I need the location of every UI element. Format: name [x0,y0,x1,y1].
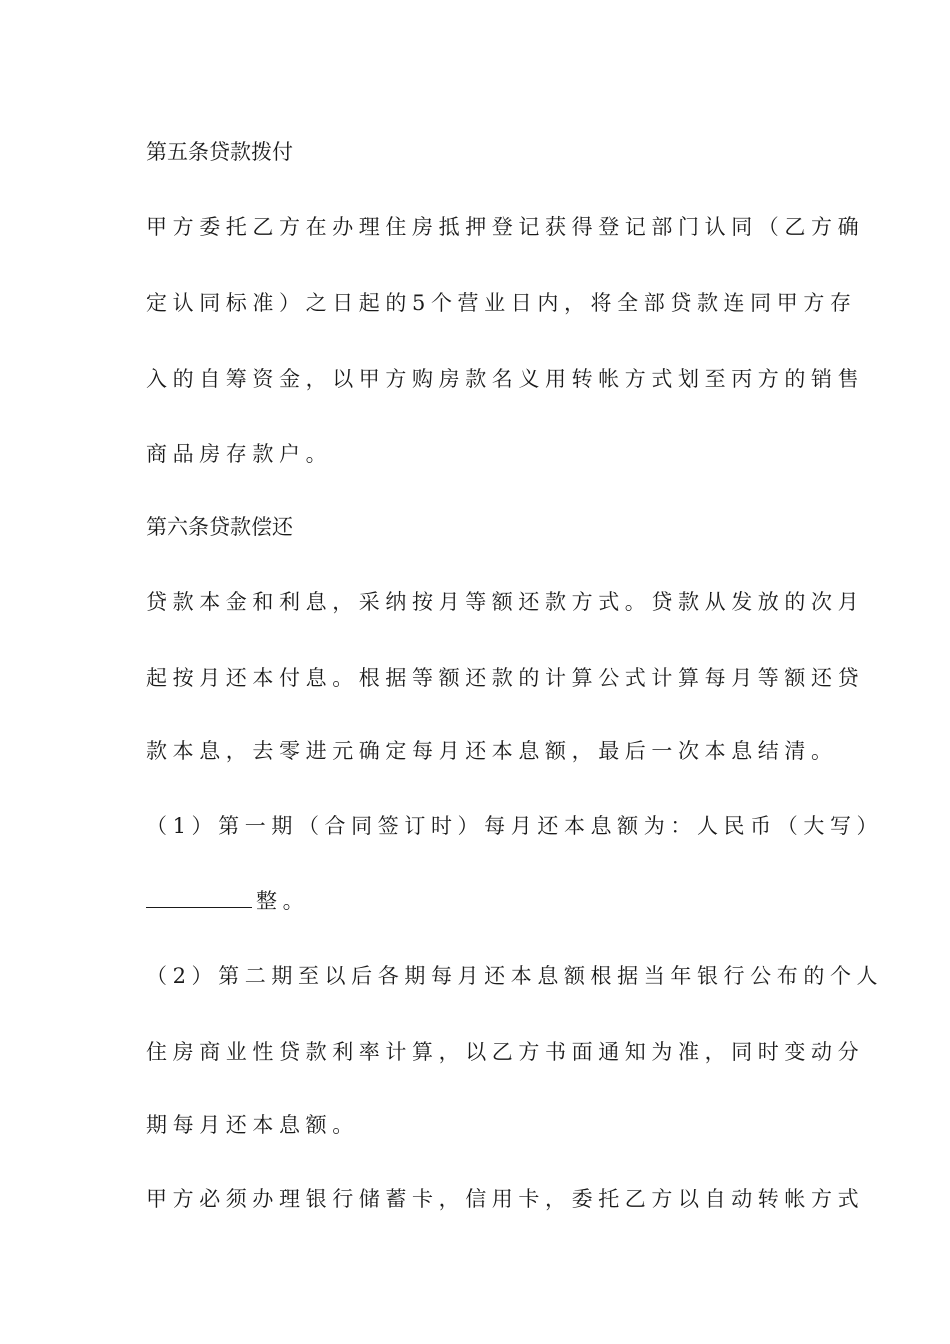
article-5-line-3: 入的自筹资金，以甲方购房款名义用转帐方式划至丙方的销售 [146,367,865,391]
item-1-suffix: 整。 [256,889,310,913]
article-5-line-4: 商品房存款户。 [146,442,333,466]
article-5-heading: 第五条贷款拨付 [146,140,293,164]
item-1-line-2 [146,885,816,916]
item-2-line-1: （2）第二期至以后各期每月还本息额根据当年银行公布的个人 [146,964,884,988]
article-6-heading: 第六条贷款偿还 [146,515,293,539]
final-paragraph-line-1: 甲方必须办理银行储蓄卡，信用卡，委托乙方以自动转帐方式 [146,1187,865,1211]
item-2-line-2: 住房商业性贷款利率计算，以乙方书面通知为准，同时变动分 [146,1040,865,1064]
article-5-line-1: 甲方委托乙方在办理住房抵押登记获得登记部门认同（乙方确 [146,215,865,239]
article-6-line-3: 款本息，去零进元确定每月还本息额，最后一次本息结清。 [146,739,838,763]
item-2-line-3: 期每月还本息额。 [146,1113,359,1137]
amount-blank-field [146,885,252,908]
article-6-line-2: 起按月还本付息。根据等额还款的计算公式计算每月等额还贷 [146,666,865,690]
article-5-line-2: 定认同标准）之日起的5个营业日内，将全部贷款连同甲方存 [146,291,857,315]
item-1-line-1: （1）第一期（合同签订时）每月还本息额为：人民币（大写） [146,814,884,838]
article-6-line-1: 贷款本金和利息，采纳按月等额还款方式。贷款从发放的次月 [146,590,865,614]
